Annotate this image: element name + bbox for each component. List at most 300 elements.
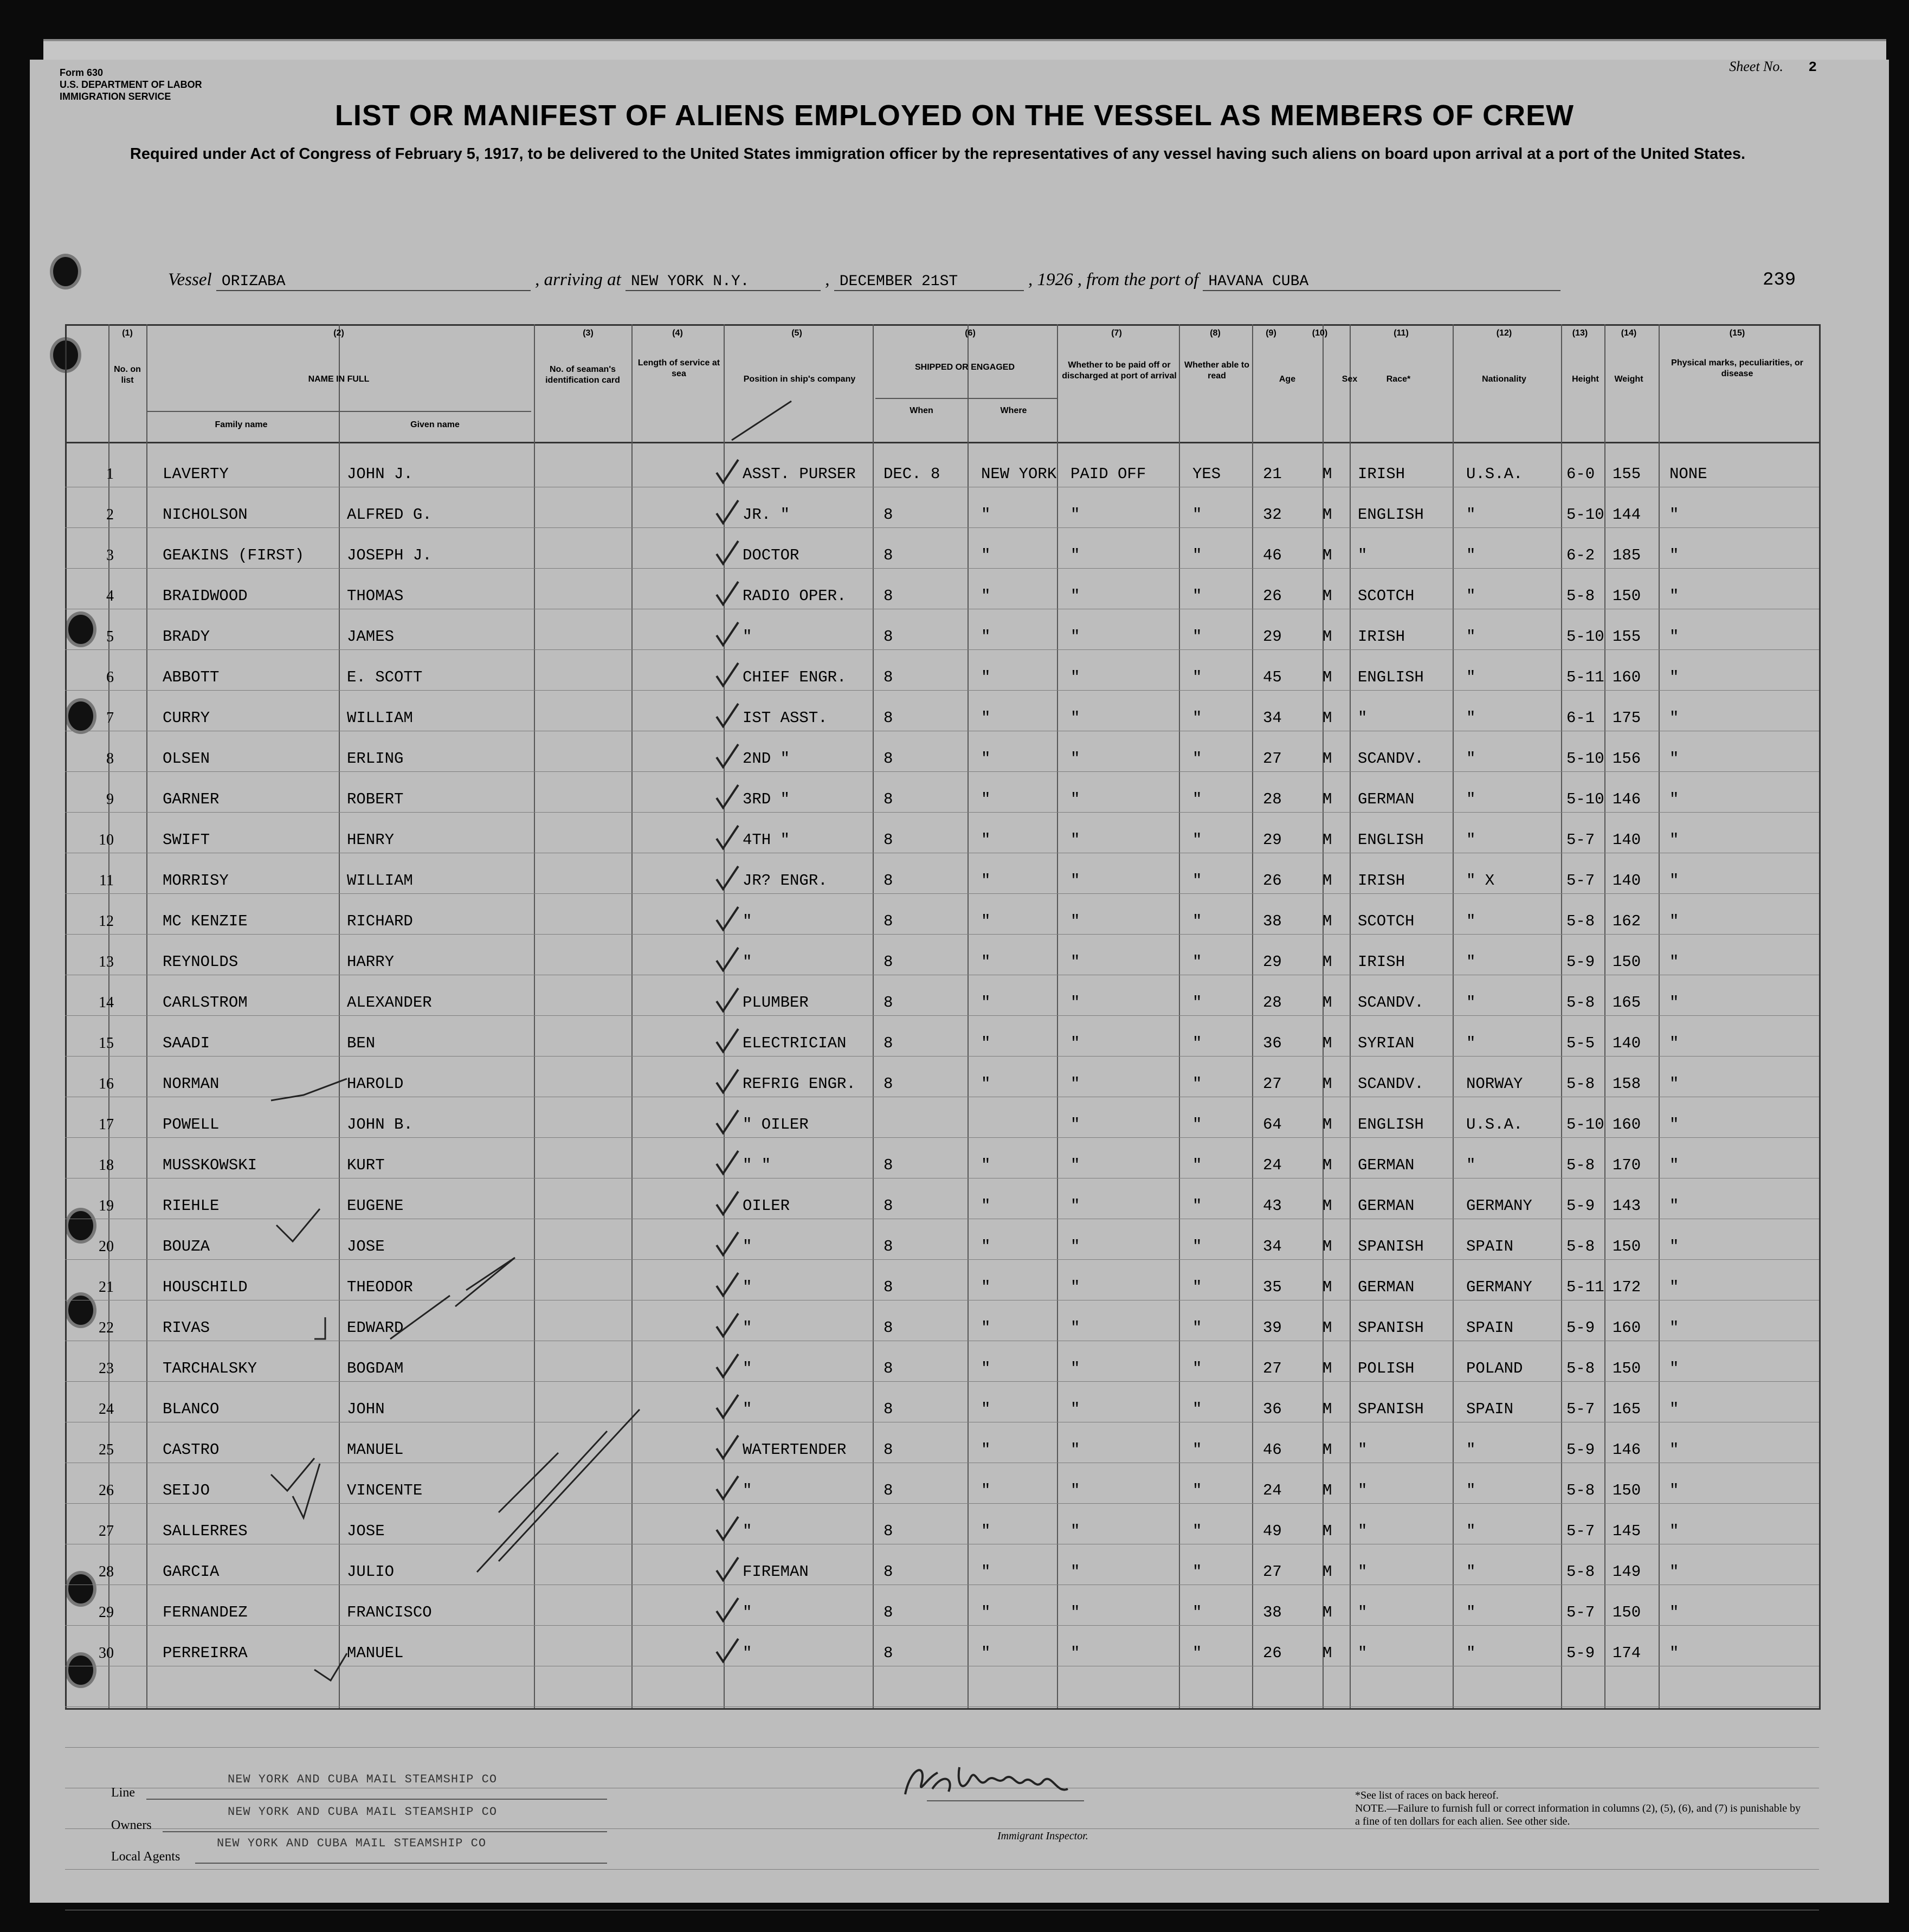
cell-sex: M	[1323, 790, 1332, 808]
cell-race: ENGLISH	[1358, 506, 1424, 524]
cell-where: "	[981, 506, 991, 524]
cell-nationality: "	[1466, 750, 1476, 768]
cell-given: MANUEL	[347, 1644, 404, 1662]
row-rule	[65, 1706, 1819, 1707]
cell-no: 11	[99, 872, 114, 889]
cell-weight: 149	[1613, 1563, 1641, 1581]
cell-age: 49	[1263, 1522, 1282, 1540]
col-header-nationality: Nationality	[1482, 375, 1526, 384]
row-rule	[65, 1015, 1819, 1016]
row-rule	[65, 1869, 1819, 1870]
cell-age: 32	[1263, 506, 1282, 524]
cell-where: "	[981, 872, 991, 890]
cell-age: 28	[1263, 994, 1282, 1012]
cell-age: 35	[1263, 1278, 1282, 1296]
cell-marks: "	[1669, 953, 1679, 971]
cell-position: "	[743, 912, 752, 930]
cell-age: 24	[1263, 1482, 1282, 1499]
cell-age: 29	[1263, 831, 1282, 849]
cell-nationality: "	[1466, 1644, 1476, 1662]
cell-weight: 146	[1613, 1441, 1641, 1459]
cell-nationality: "	[1466, 1603, 1476, 1621]
cell-nationality: "	[1466, 831, 1476, 849]
cell-when: 8	[883, 1360, 893, 1377]
cell-weight: 155	[1613, 465, 1641, 483]
agents-fill-line	[195, 1863, 607, 1864]
column-number: (10)	[1312, 329, 1328, 338]
cell-nationality: "	[1466, 1522, 1476, 1540]
sheet-number-value: 2	[1808, 59, 1817, 75]
cell-given: MANUEL	[347, 1441, 404, 1459]
row-rule	[65, 649, 1819, 650]
cell-nationality: U.S.A.	[1466, 465, 1523, 483]
cell-given: ALFRED G.	[347, 506, 432, 524]
cell-height: 5-10	[1566, 790, 1604, 808]
cell-nationality: "	[1466, 953, 1476, 971]
cell-family: MC KENZIE	[163, 912, 248, 930]
cell-read: "	[1192, 709, 1202, 727]
cell-height: 5-10	[1566, 628, 1604, 646]
row-rule	[65, 1503, 1819, 1504]
cell-read: "	[1192, 1319, 1202, 1337]
col-header-able-read: Whether able to read	[1184, 360, 1249, 381]
cell-marks: "	[1669, 546, 1679, 564]
column-divider	[1350, 324, 1351, 1708]
cell-race: POLISH	[1358, 1360, 1415, 1377]
cell-sex: M	[1323, 628, 1332, 646]
cell-when: 8	[883, 1197, 893, 1215]
arrival-port: NEW YORK N.Y.	[625, 273, 821, 291]
column-number: (2)	[333, 329, 344, 338]
cell-no: 4	[106, 588, 114, 604]
column-number: (4)	[672, 329, 683, 338]
cell-no: 19	[99, 1197, 114, 1214]
cell-race: "	[1358, 709, 1368, 727]
cell-read: "	[1192, 1400, 1202, 1418]
cell-race: IRISH	[1358, 953, 1405, 971]
cell-sex: M	[1323, 1400, 1332, 1418]
cell-paid: "	[1070, 1563, 1080, 1581]
cell-when: 8	[883, 912, 893, 930]
cell-when: 8	[883, 1319, 893, 1337]
column-divider	[339, 324, 340, 1708]
cell-read: "	[1192, 1644, 1202, 1662]
cell-no: 13	[99, 954, 114, 970]
cell-nationality: " X	[1466, 872, 1495, 890]
cell-age: 26	[1263, 872, 1282, 890]
cell-sex: M	[1323, 1482, 1332, 1499]
cell-nationality: "	[1466, 1482, 1476, 1499]
cell-family: SEIJO	[163, 1482, 210, 1499]
cell-read: "	[1192, 1278, 1202, 1296]
cell-position: JR. "	[743, 506, 790, 524]
column-number: (11)	[1394, 329, 1409, 338]
cell-family: GEAKINS (FIRST)	[163, 546, 305, 564]
cell-when: 8	[883, 750, 893, 768]
cell-position: "	[743, 1319, 752, 1337]
cell-given: JOSE	[347, 1238, 385, 1255]
cell-where: "	[981, 1563, 991, 1581]
cell-position: "	[743, 1522, 752, 1540]
cell-when: 8	[883, 1563, 893, 1581]
cell-where: "	[981, 1441, 991, 1459]
cell-sex: M	[1323, 1075, 1332, 1093]
cell-no: 26	[99, 1482, 114, 1499]
row-rule	[65, 527, 1819, 528]
vessel-info-line: Vessel ORIZABA , arriving at NEW YORK N.Y. , DECEMBER 21ST , 1926 , from the port of HAVANA CUBA	[168, 270, 1560, 291]
arrival-year: 26	[1055, 270, 1073, 289]
cell-given: JULIO	[347, 1563, 395, 1581]
cell-age: 29	[1263, 953, 1282, 971]
inspector-label: Immigrant Inspector.	[997, 1830, 1088, 1842]
from-port-label: , from the port of	[1077, 270, 1199, 289]
page-stamp-number: 239	[1763, 270, 1796, 291]
cell-where: "	[981, 628, 991, 646]
cell-nationality: "	[1466, 628, 1476, 646]
column-divider	[724, 324, 725, 1708]
cell-when: 8	[883, 1400, 893, 1418]
row-rule	[65, 893, 1819, 894]
cell-family: MUSSKOWSKI	[163, 1156, 257, 1174]
cell-family: GARNER	[163, 790, 220, 808]
cell-no: 22	[99, 1319, 114, 1336]
cell-given: THOMAS	[347, 587, 404, 605]
column-divider	[1252, 324, 1253, 1708]
row-rule	[65, 1056, 1819, 1057]
cell-sex: M	[1323, 1563, 1332, 1581]
cell-race: SCANDV.	[1358, 750, 1424, 768]
cell-no: 10	[99, 832, 114, 848]
cell-nationality: "	[1466, 994, 1476, 1012]
cell-paid: "	[1070, 912, 1080, 930]
cell-when: 8	[883, 1278, 893, 1296]
cell-weight: 185	[1613, 546, 1641, 564]
cell-weight: 175	[1613, 709, 1641, 727]
column-divider	[146, 324, 147, 1708]
cell-paid: "	[1070, 1116, 1080, 1134]
cell-height: 5-11	[1566, 668, 1604, 686]
cell-height: 5-10	[1566, 1116, 1604, 1134]
document-title: LIST OR MANIFEST OF ALIENS EMPLOYED ON THE VESSEL AS MEMBERS OF CREW	[334, 99, 1575, 132]
cell-age: 36	[1263, 1400, 1282, 1418]
cell-race: SPANISH	[1358, 1319, 1424, 1337]
cell-race: GERMAN	[1358, 1278, 1415, 1296]
cell-height: 5-8	[1566, 1360, 1595, 1377]
cell-marks: "	[1669, 587, 1679, 605]
form-number: Form 630	[60, 67, 104, 78]
cell-family: ABBOTT	[163, 668, 220, 686]
cell-weight: 143	[1613, 1197, 1641, 1215]
cell-height: 5-5	[1566, 1034, 1595, 1052]
cell-marks: "	[1669, 1603, 1679, 1621]
cell-nationality: "	[1466, 546, 1476, 564]
cell-weight: 160	[1613, 668, 1641, 686]
cell-no: 5	[106, 628, 114, 645]
cell-height: 5-9	[1566, 1644, 1595, 1662]
col-header-weight: Weight	[1614, 375, 1643, 384]
cell-age: 38	[1263, 1603, 1282, 1621]
agents-company: NEW YORK AND CUBA MAIL STEAMSHIP CO	[217, 1837, 487, 1850]
cell-where: "	[981, 994, 991, 1012]
arrival-date: DECEMBER 21ST	[834, 273, 1024, 291]
cell-position: "	[743, 1603, 752, 1621]
cell-paid: "	[1070, 1644, 1080, 1662]
cell-no: 8	[106, 750, 114, 767]
cell-weight: 172	[1613, 1278, 1641, 1296]
cell-where: "	[981, 790, 991, 808]
cell-marks: NONE	[1669, 465, 1707, 483]
cell-height: 5-8	[1566, 587, 1595, 605]
cell-sex: M	[1323, 465, 1332, 483]
cell-position: ASST. PURSER	[743, 465, 856, 483]
cell-read: "	[1192, 1197, 1202, 1215]
cell-paid: "	[1070, 1441, 1080, 1459]
cell-given: WILLIAM	[347, 709, 413, 727]
cell-where: "	[981, 1075, 991, 1093]
cell-no: 25	[99, 1441, 114, 1458]
cell-paid: "	[1070, 1319, 1080, 1337]
cell-family: GARCIA	[163, 1563, 220, 1581]
cell-weight: 174	[1613, 1644, 1641, 1662]
cell-family: CASTRO	[163, 1441, 220, 1459]
cell-sex: M	[1323, 953, 1332, 971]
cell-age: 36	[1263, 1034, 1282, 1052]
cell-weight: 155	[1613, 628, 1641, 646]
cell-marks: "	[1669, 1400, 1679, 1418]
cell-height: 5-9	[1566, 1441, 1595, 1459]
cell-given: E. SCOTT	[347, 668, 423, 686]
cell-position: " OILER	[743, 1116, 809, 1134]
column-number: (15)	[1729, 329, 1745, 338]
cell-sex: M	[1323, 1197, 1332, 1215]
cell-family: RIEHLE	[163, 1197, 220, 1215]
cell-sex: M	[1323, 750, 1332, 768]
column-number: (6)	[965, 329, 976, 338]
cell-family: CURRY	[163, 709, 210, 727]
cell-paid: "	[1070, 1360, 1080, 1377]
cell-where: "	[981, 1360, 991, 1377]
cell-sex: M	[1323, 1441, 1332, 1459]
cell-paid: PAID OFF	[1070, 465, 1146, 483]
cell-weight: 144	[1613, 506, 1641, 524]
cell-no: 2	[106, 506, 114, 523]
cell-weight: 156	[1613, 750, 1641, 768]
cell-read: YES	[1192, 465, 1221, 483]
cell-where: "	[981, 668, 991, 686]
cell-height: 5-8	[1566, 1156, 1595, 1174]
cell-given: JOHN B.	[347, 1116, 413, 1134]
cell-age: 43	[1263, 1197, 1282, 1215]
cell-nationality: GERMANY	[1466, 1278, 1532, 1296]
cell-read: "	[1192, 872, 1202, 890]
cell-where: "	[981, 1482, 991, 1499]
cell-sex: M	[1323, 1522, 1332, 1540]
cell-position: " "	[743, 1156, 771, 1174]
col-header-race: Race*	[1386, 375, 1411, 384]
cell-read: "	[1192, 506, 1202, 524]
cell-when: 8	[883, 506, 893, 524]
cell-family: BOUZA	[163, 1238, 210, 1255]
column-number: (9)	[1266, 329, 1276, 338]
cell-paid: "	[1070, 709, 1080, 727]
cell-race: GERMAN	[1358, 790, 1415, 808]
year-prefix: , 19	[1028, 270, 1055, 289]
cell-race: SPANISH	[1358, 1238, 1424, 1255]
col-header-family: Family name	[215, 420, 268, 429]
cell-position: "	[743, 953, 752, 971]
cell-height: 5-8	[1566, 1238, 1595, 1255]
cell-weight: 162	[1613, 912, 1641, 930]
cell-height: 5-9	[1566, 1319, 1595, 1337]
column-divider	[1659, 324, 1660, 1708]
cell-sex: M	[1323, 587, 1332, 605]
cell-where: NEW YORK	[981, 465, 1057, 483]
cell-family: PERREIRRA	[163, 1644, 248, 1662]
row-rule	[65, 1259, 1819, 1260]
col-header-position: Position in ship's company	[743, 375, 856, 384]
cell-paid: "	[1070, 1482, 1080, 1499]
cell-read: "	[1192, 790, 1202, 808]
cell-marks: "	[1669, 872, 1679, 890]
column-divider	[873, 324, 874, 1708]
cell-family: HOUSCHILD	[163, 1278, 248, 1296]
cell-sex: M	[1323, 546, 1332, 564]
cell-family: LAVERTY	[163, 465, 229, 483]
cell-sex: M	[1323, 1360, 1332, 1377]
cell-position: "	[743, 1400, 752, 1418]
cell-family: TARCHALSKY	[163, 1360, 257, 1377]
col-header-given: Given name	[410, 420, 460, 429]
cell-nationality: "	[1466, 1441, 1476, 1459]
inspector-signature	[894, 1756, 1089, 1805]
cell-height: 6-2	[1566, 546, 1595, 564]
cell-sex: M	[1323, 831, 1332, 849]
cell-given: HAROLD	[347, 1075, 404, 1093]
cell-nationality: "	[1466, 1563, 1476, 1581]
cell-read: "	[1192, 1034, 1202, 1052]
cell-family: BLANCO	[163, 1400, 220, 1418]
cell-when: 8	[883, 790, 893, 808]
cell-sex: M	[1323, 1116, 1332, 1134]
cell-marks: "	[1669, 1278, 1679, 1296]
cell-position: "	[743, 1278, 752, 1296]
cell-sex: M	[1323, 1644, 1332, 1662]
cell-sex: M	[1323, 1156, 1332, 1174]
cell-marks: "	[1669, 831, 1679, 849]
cell-read: "	[1192, 587, 1202, 605]
cell-position: CHIEF ENGR.	[743, 668, 847, 686]
column-divider	[1179, 324, 1180, 1708]
cell-marks: "	[1669, 1156, 1679, 1174]
cell-given: KURT	[347, 1156, 385, 1174]
cell-weight: 150	[1613, 1360, 1641, 1377]
cell-nationality: "	[1466, 506, 1476, 524]
agents-label: Local Agents	[111, 1850, 180, 1864]
cell-where: "	[981, 750, 991, 768]
cell-family: REYNOLDS	[163, 953, 238, 971]
cell-given: HENRY	[347, 831, 395, 849]
col-header-shipped: SHIPPED OR ENGAGED	[914, 363, 1015, 372]
cell-when: 8	[883, 1482, 893, 1499]
cell-where: "	[981, 587, 991, 605]
shipped-subheader-line	[875, 398, 1057, 399]
cell-race: IRISH	[1358, 872, 1405, 890]
col-header-seaman-card: No. of seaman's identification card	[545, 365, 620, 385]
line-company: NEW YORK AND CUBA MAIL STEAMSHIP CO	[228, 1773, 498, 1786]
cell-race: ENGLISH	[1358, 668, 1424, 686]
cell-when: 8	[883, 994, 893, 1012]
cell-paid: "	[1070, 1278, 1080, 1296]
cell-age: 28	[1263, 790, 1282, 808]
cell-given: BOGDAM	[347, 1360, 404, 1377]
cell-height: 5-9	[1566, 953, 1595, 971]
cell-family: BRADY	[163, 628, 210, 646]
cell-paid: "	[1070, 506, 1080, 524]
cell-marks: "	[1669, 1522, 1679, 1540]
cell-where: "	[981, 1319, 991, 1337]
cell-family: SAADI	[163, 1034, 210, 1052]
cell-age: 46	[1263, 546, 1282, 564]
cell-family: SWIFT	[163, 831, 210, 849]
cell-when: 8	[883, 1156, 893, 1174]
cell-family: RIVAS	[163, 1319, 210, 1337]
cell-marks: "	[1669, 750, 1679, 768]
department-name: U.S. DEPARTMENT OF LABOR	[60, 79, 202, 90]
arriving-label: , arriving at	[535, 270, 621, 289]
row-rule	[65, 934, 1819, 935]
cell-where: "	[981, 1034, 991, 1052]
col-header-paid-off: Whether to be paid off or discharged at port of arrival	[1062, 360, 1177, 381]
cell-family: OLSEN	[163, 750, 210, 768]
cell-weight: 146	[1613, 790, 1641, 808]
cell-weight: 160	[1613, 1319, 1641, 1337]
cell-when: 8	[883, 709, 893, 727]
cell-read: "	[1192, 1360, 1202, 1377]
cell-weight: 165	[1613, 994, 1641, 1012]
cell-weight: 150	[1613, 1482, 1641, 1499]
cell-nationality: "	[1466, 1034, 1476, 1052]
cell-when: 8	[883, 872, 893, 890]
cell-where: "	[981, 1278, 991, 1296]
cell-nationality: "	[1466, 587, 1476, 605]
cell-nationality: U.S.A.	[1466, 1116, 1523, 1134]
cell-position: WATERTENDER	[743, 1441, 847, 1459]
cell-where: "	[981, 1400, 991, 1418]
cell-age: 27	[1263, 1360, 1282, 1377]
cell-weight: 140	[1613, 872, 1641, 890]
cell-position: "	[743, 1482, 752, 1499]
cell-weight: 145	[1613, 1522, 1641, 1540]
cell-marks: "	[1669, 668, 1679, 686]
row-rule	[65, 690, 1819, 691]
cell-race: "	[1358, 1441, 1368, 1459]
cell-no: 15	[99, 1035, 114, 1052]
cell-position: "	[743, 1238, 752, 1255]
cell-given: JOHN J.	[347, 465, 413, 483]
row-rule	[65, 1747, 1819, 1748]
cell-paid: "	[1070, 628, 1080, 646]
cell-given: THEODOR	[347, 1278, 413, 1296]
cell-position: "	[743, 1644, 752, 1662]
cell-weight: 150	[1613, 953, 1641, 971]
cell-where: "	[981, 1644, 991, 1662]
cell-read: "	[1192, 831, 1202, 849]
cell-when: 8	[883, 1522, 893, 1540]
cell-where: "	[981, 1156, 991, 1174]
cell-where: "	[981, 953, 991, 971]
cell-marks: "	[1669, 1441, 1679, 1459]
cell-position: PLUMBER	[743, 994, 809, 1012]
